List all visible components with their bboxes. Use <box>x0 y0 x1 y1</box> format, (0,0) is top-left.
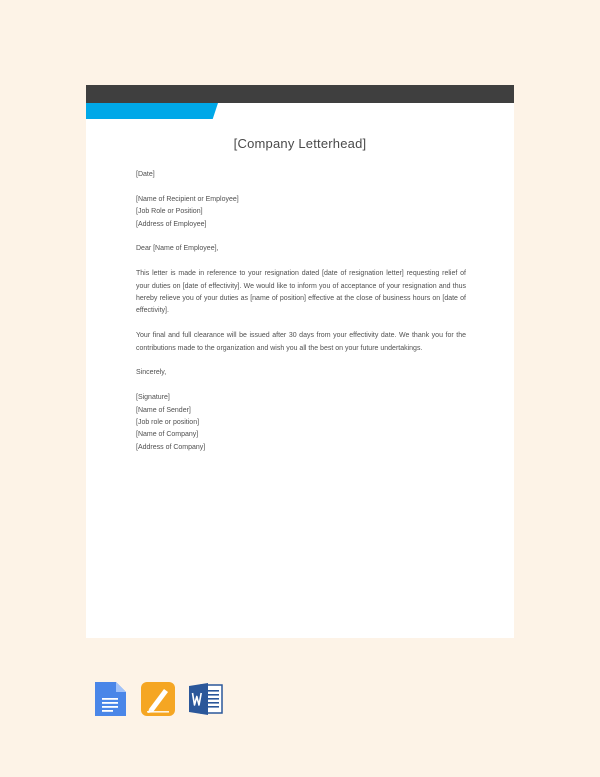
date: [Date] <box>136 171 155 178</box>
closing: Sincerely, <box>136 369 167 377</box>
signature-placeholder: [Signature] <box>136 394 170 402</box>
paragraph-1: This letter is made in reference to your resignation dated [date of resignation letter] requesting relief of your duties on [date of effectivity]. We would like to inform you of acceptance of your resignation and thus hereby relieve you of your duties as [name of position] effective at the close of business hours on [date of effectivity]. <box>136 270 466 315</box>
google-docs-icon[interactable] <box>92 681 128 722</box>
company-letterhead: [Company Letterhead] <box>233 136 367 151</box>
company-address: [Address of Company] <box>136 443 206 451</box>
recipient-name: [Name of Recipient or Employee] <box>136 195 239 203</box>
sender-name: [Name of Sender] <box>136 406 191 414</box>
recipient-address: [Address of Employee] <box>136 220 207 228</box>
salutation: Dear [Name of Employee], <box>136 245 219 253</box>
accent-bar <box>86 103 218 119</box>
letter-page <box>86 85 514 638</box>
pages-icon[interactable] <box>140 681 176 722</box>
word-icon[interactable] <box>188 681 224 722</box>
sender-role: [Job role or position] <box>136 419 200 427</box>
header-bar <box>86 85 514 103</box>
company-name: [Name of Company] <box>136 431 199 439</box>
recipient-role: [Job Role or Position] <box>136 208 203 216</box>
letter-body <box>136 169 466 454</box>
paragraph-2: Your final and full clearance will be issued after 30 days from your effectivity date. We thank you for the contributions made to the organization and wish you all the best on your future undertakings. <box>136 332 466 352</box>
